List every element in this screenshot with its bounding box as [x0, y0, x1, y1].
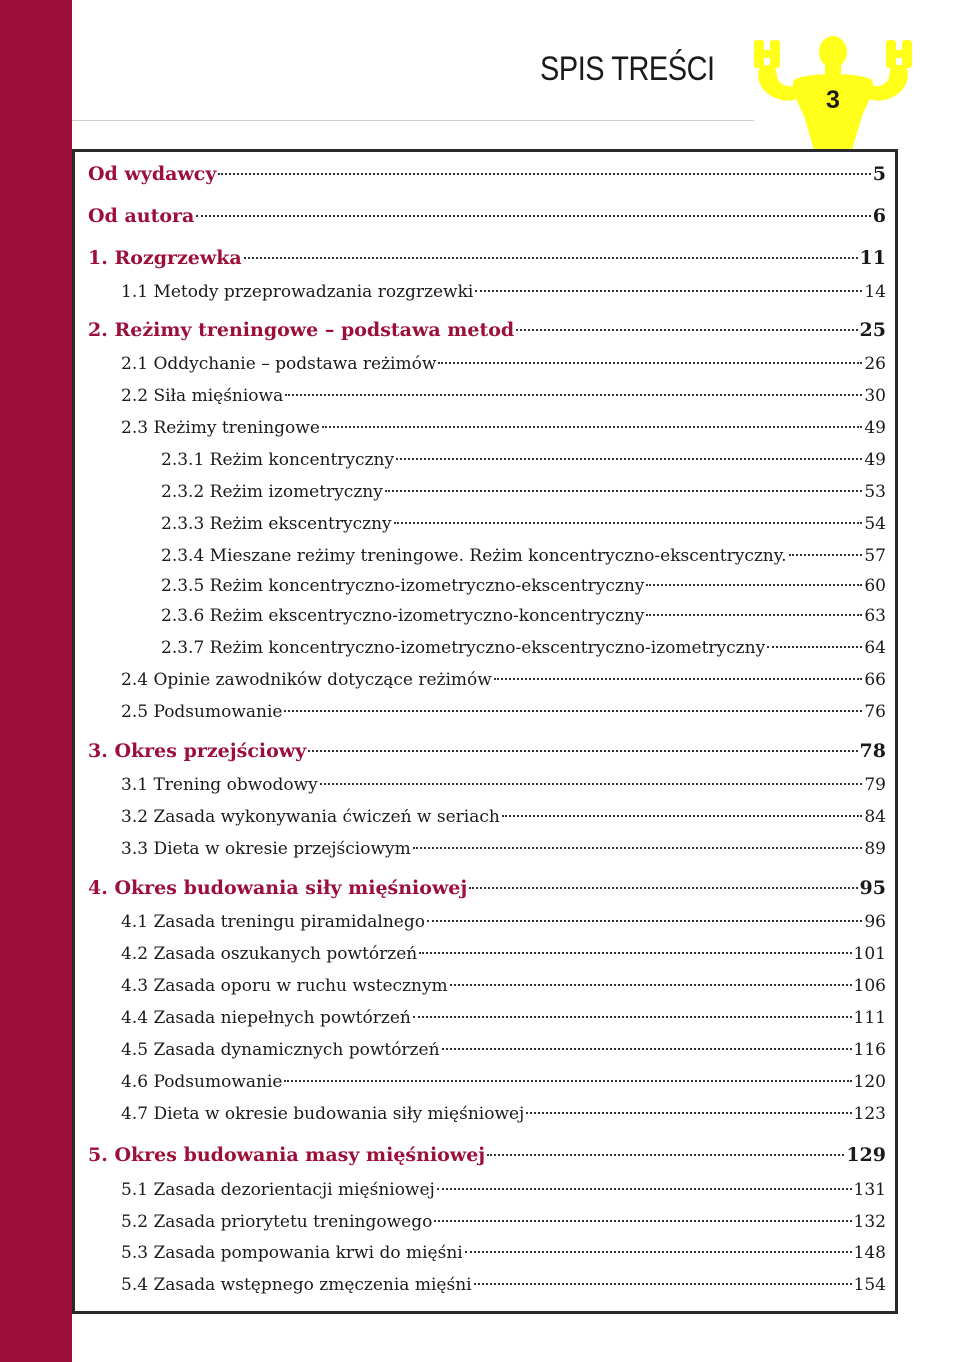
toc-entry-page: 66 [864, 670, 886, 690]
toc-entry[interactable] [121, 415, 886, 441]
toc-entry-page: 123 [853, 1104, 886, 1124]
toc-leader-dots [789, 554, 863, 556]
toc-leader-dots [475, 290, 862, 292]
toc-entry-label: 5.3 Zasada pompowania krwi do mięśni [121, 1243, 463, 1263]
toc-leader-dots [502, 815, 863, 817]
toc-entry-label: 4.3 Zasada oporu w ruchu wstecznym [121, 976, 448, 996]
toc-entry[interactable] [88, 1142, 886, 1168]
toc-entry[interactable] [121, 772, 886, 798]
toc-entry[interactable] [121, 699, 886, 725]
toc-entry-label: Od wydawcy [88, 163, 217, 185]
toc-entry-label: 2.3.5 Reżim koncentryczno-izometryczno-ekscentryczny [161, 576, 645, 596]
toc-leader-dots [218, 173, 870, 175]
toc-entry-label: 1.1 Metody przeprowadzania rozgrzewki [121, 282, 474, 302]
toc-leader-dots [465, 1251, 852, 1253]
toc-leader-dots [413, 847, 863, 849]
toc-leader-dots [244, 257, 858, 259]
toc-entry[interactable] [121, 667, 886, 693]
header-divider [72, 120, 754, 121]
toc-leader-dots [469, 887, 857, 889]
toc-leader-dots [646, 584, 862, 586]
toc-entry[interactable] [121, 1101, 886, 1127]
toc-entry-page: 129 [846, 1144, 886, 1166]
toc-entry[interactable] [121, 973, 886, 999]
toc-entry-label: 2.2 Siła mięśniowa [121, 386, 284, 406]
toc-entry-label: 2.3.6 Reżim ekscentryczno-izometryczno-koncentryczny [161, 606, 645, 626]
toc-entry-page: 106 [853, 976, 886, 996]
toc-entry-label: 2.1 Oddychanie – podstawa reżimów [121, 354, 437, 374]
toc-entry[interactable] [161, 543, 886, 569]
toc-leader-dots [434, 1220, 851, 1222]
toc-entry-page: 25 [859, 319, 886, 341]
toc-entry[interactable] [121, 1240, 886, 1266]
toc-leader-dots [308, 750, 857, 752]
toc-entry[interactable] [88, 161, 886, 187]
toc-entry-label: 3.1 Trening obwodowy [121, 775, 318, 795]
toc-entry-label: 5.4 Zasada wstępnego zmęczenia mięśni [121, 1275, 472, 1295]
toc-entry-label: 2. Reżimy treningowe – podstawa metod [88, 319, 515, 341]
toc-entry-page: 14 [864, 282, 886, 302]
toc-entry-label: 4.6 Podsumowanie [121, 1072, 283, 1092]
side-color-bar [0, 0, 72, 1362]
toc-entry[interactable] [161, 573, 886, 599]
toc-entry[interactable] [121, 1272, 886, 1298]
toc-entry[interactable] [88, 738, 886, 764]
toc-entry-label: 2.3.1 Reżim koncentryczny [161, 450, 395, 470]
toc-entry-page: 131 [853, 1180, 886, 1200]
toc-entry-label: 2.3.4 Mieszane reżimy treningowe. Reżim koncentryczno-ekscentryczny. [161, 546, 787, 566]
toc-leader-dots [767, 646, 862, 648]
toc-leader-dots [526, 1112, 851, 1114]
toc-entry[interactable] [121, 1209, 886, 1235]
toc-entry-page: 6 [872, 205, 886, 227]
toc-entry[interactable] [121, 351, 886, 377]
toc-entry-label: 3. Okres przejściowy [88, 740, 307, 762]
toc-entry-label: Od autora [88, 205, 195, 227]
toc-entry-label: 4. Okres budowania siły mięśniowej [88, 877, 468, 899]
toc-entry-page: 63 [864, 606, 886, 626]
toc-entry[interactable] [121, 836, 886, 862]
toc-entry-page: 111 [853, 1008, 886, 1028]
toc-leader-dots [196, 215, 870, 217]
toc-entry-label: 4.4 Zasada niepełnych powtórzeń [121, 1008, 411, 1028]
toc-leader-dots [646, 614, 862, 616]
toc-entry-label: 1. Rozgrzewka [88, 247, 242, 269]
toc-leader-dots [437, 1188, 852, 1190]
toc-entry-label: 2.3.2 Reżim izometryczny [161, 482, 383, 502]
toc-entry[interactable] [121, 1037, 886, 1063]
toc-entry-page: 49 [864, 450, 886, 470]
toc-entry[interactable] [121, 1069, 886, 1095]
toc-entry-page: 120 [853, 1072, 886, 1092]
toc-entry-label: 4.7 Dieta w okresie budowania siły mięśniowej [121, 1104, 525, 1124]
toc-entry[interactable] [121, 1177, 886, 1203]
toc-leader-dots [284, 710, 862, 712]
toc-leader-dots [385, 490, 863, 492]
toc-entry-label: 3.3 Dieta w okresie przejściowym [121, 839, 411, 859]
toc-entry-page: 79 [864, 775, 886, 795]
toc-leader-dots [474, 1283, 852, 1285]
toc-entry-page: 26 [864, 354, 886, 374]
toc-entry-label: 4.2 Zasada oszukanych powtórzeń [121, 944, 418, 964]
toc-entry[interactable] [161, 603, 886, 629]
page-number: 3 [826, 86, 840, 114]
toc-entry-page: 49 [864, 418, 886, 438]
toc-entry[interactable] [161, 511, 886, 537]
toc-leader-dots [322, 426, 862, 428]
toc-entry-page: 64 [864, 638, 886, 658]
toc-entry-page: 60 [864, 576, 886, 596]
toc-entry[interactable] [121, 383, 886, 409]
toc-entry-page: 57 [864, 546, 886, 566]
toc-leader-dots [419, 952, 851, 954]
toc-entry-label: 2.3.3 Reżim ekscentryczny [161, 514, 392, 534]
toc-entry-page: 78 [859, 740, 886, 762]
toc-entry-label: 5.2 Zasada priorytetu treningowego [121, 1212, 433, 1232]
toc-entry[interactable] [88, 203, 886, 229]
toc-entry[interactable] [161, 635, 886, 661]
toc-entry[interactable] [161, 479, 886, 505]
toc-leader-dots [442, 1048, 852, 1050]
toc-leader-dots [396, 458, 862, 460]
page-title: SPIS TREŚCI [540, 50, 715, 88]
toc-entry-label: 3.2 Zasada wykonywania ćwiczeń w seriach [121, 807, 500, 827]
toc-entry[interactable] [121, 1005, 886, 1031]
toc-entry[interactable] [121, 279, 886, 305]
toc-entry[interactable] [88, 317, 886, 343]
toc-entry-label: 2.3.7 Reżim koncentryczno-izometryczno-ekscentryczno-izometryczny [161, 638, 766, 658]
toc-entry[interactable] [121, 909, 886, 935]
toc-entry-page: 101 [853, 944, 886, 964]
toc-leader-dots [320, 783, 863, 785]
toc-leader-dots [284, 1080, 851, 1082]
toc-leader-dots [494, 678, 863, 680]
toc-entry-label: 4.1 Zasada treningu piramidalnego [121, 912, 425, 932]
toc-leader-dots [438, 362, 862, 364]
toc-entry-label: 5.1 Zasada dezorientacji mięśniowej [121, 1180, 435, 1200]
toc-leader-dots [450, 984, 852, 986]
toc-entry-page: 154 [853, 1275, 886, 1295]
toc-entry[interactable] [121, 941, 886, 967]
toc-entry-page: 116 [853, 1040, 886, 1060]
toc-entry-label: 2.3 Reżimy treningowe [121, 418, 320, 438]
toc-entry-label: 5. Okres budowania masy mięśniowej [88, 1144, 486, 1166]
toc-entry-page: 89 [864, 839, 886, 859]
toc-leader-dots [413, 1016, 852, 1018]
toc-entry-page: 132 [853, 1212, 886, 1232]
toc-entry-page: 54 [864, 514, 886, 534]
toc-entry[interactable] [88, 245, 886, 271]
toc-entry[interactable] [121, 804, 886, 830]
toc-entry[interactable] [161, 447, 886, 473]
toc-entry-label: 4.5 Zasada dynamicznych powtórzeń [121, 1040, 440, 1060]
toc-entry-page: 53 [864, 482, 886, 502]
toc-entry[interactable] [88, 875, 886, 901]
toc-entry-page: 95 [859, 877, 886, 899]
toc-entry-label: 2.5 Podsumowanie [121, 702, 283, 722]
toc-leader-dots [285, 394, 862, 396]
toc-entry-label: 2.4 Opinie zawodników dotyczące reżimów [121, 670, 492, 690]
toc-entry-page: 5 [872, 163, 886, 185]
toc-entry-page: 30 [864, 386, 886, 406]
toc-entry-page: 96 [864, 912, 886, 932]
toc-entry-page: 84 [864, 807, 886, 827]
toc-leader-dots [394, 522, 863, 524]
toc-leader-dots [516, 329, 857, 331]
toc-entry-page: 148 [853, 1243, 886, 1263]
toc-leader-dots [487, 1154, 844, 1156]
toc-entry-page: 76 [864, 702, 886, 722]
toc-entry-page: 11 [859, 247, 886, 269]
toc-leader-dots [427, 920, 862, 922]
